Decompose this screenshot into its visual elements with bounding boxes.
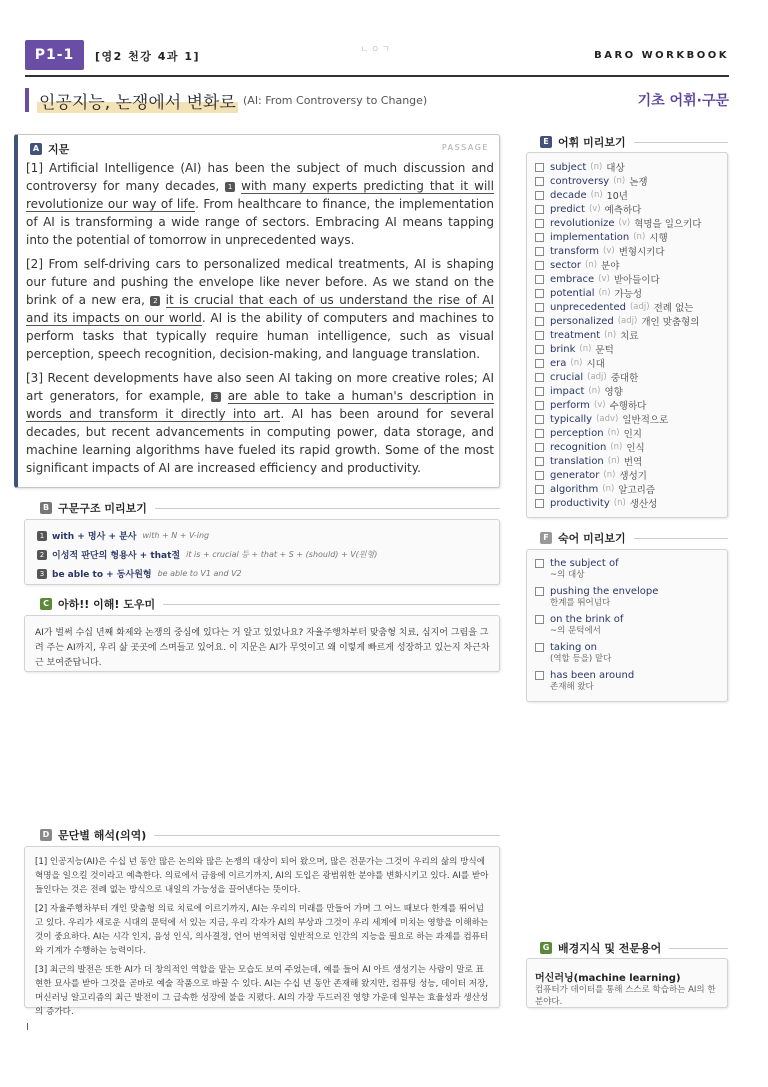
- structure-formula: be able to V1 and V2: [157, 569, 242, 578]
- section-d-badge: D: [40, 829, 52, 841]
- vocab-pos: (n): [602, 484, 615, 494]
- passage-body: [26, 159, 494, 483]
- idiom-phrase: on the brink of: [550, 614, 624, 625]
- vocab-pos: (v): [603, 246, 615, 256]
- structure-marker-3: 3: [211, 392, 221, 402]
- passage-paragraph-1: [26, 159, 494, 249]
- idiom-phrase: the subject of: [550, 558, 619, 569]
- vocab-meaning: 수행하다: [609, 401, 647, 412]
- vocab-word: perception: [550, 427, 604, 439]
- vocab-pos: (adj): [587, 372, 607, 382]
- vocab-heading-label: 어휘 미리보기: [558, 136, 626, 149]
- title-bar: [25, 88, 729, 114]
- idiom-meaning: ~의 문턱에서: [550, 626, 601, 636]
- vocab-meaning: 시대: [586, 359, 605, 370]
- vocab-pos: (n): [613, 498, 626, 508]
- heading-rule: [163, 604, 500, 605]
- vocab-checkbox[interactable]: [535, 233, 544, 242]
- vocab-word: revolutionize: [550, 217, 615, 229]
- vocab-meaning: 일반적으로: [622, 415, 669, 426]
- idiom-item: [535, 641, 611, 665]
- vocab-word: transform: [550, 245, 600, 257]
- lesson-source: [영2 천강 4과 1]: [95, 50, 201, 63]
- vocab-word: impact: [550, 385, 585, 397]
- vocab-pos: (n): [610, 442, 623, 452]
- section-e-badge: E: [540, 136, 552, 148]
- idiom-checkbox[interactable]: [535, 643, 544, 652]
- vocab-item: [535, 258, 619, 272]
- page-header: [25, 40, 729, 74]
- passage-heading: [30, 141, 69, 157]
- vocab-meaning: 대상: [606, 163, 625, 174]
- vocab-pos: (n): [633, 232, 646, 242]
- vocab-word: personalized: [550, 315, 614, 327]
- translation-card: [24, 846, 500, 1017]
- vocab-item: [535, 412, 668, 426]
- structure-pattern: 이성적 판단의 형용사 + that절: [52, 551, 181, 561]
- vocab-pos: (n): [579, 344, 592, 354]
- vocab-pos: (n): [585, 260, 598, 270]
- idiom-meaning: 한계를 뛰어넘다: [550, 598, 611, 608]
- vocab-meaning: 문턱: [595, 345, 614, 356]
- header-divider: [25, 75, 729, 77]
- structure-formula: with + N + V-ing: [142, 531, 210, 540]
- vocab-pos: (n): [590, 162, 603, 172]
- brand-name: BARO WORKBOOK: [594, 50, 729, 61]
- vocab-item: [535, 342, 614, 356]
- vocab-word: crucial: [550, 371, 584, 383]
- vocab-item: [535, 356, 605, 370]
- idiom-heading-label: 숙어 미리보기: [558, 532, 626, 545]
- paragraph-text: . AI has been around for several decades, but recent advancements in computing power, data storage, and machine learning algorithms have fueled its rapid growth. Some of the most significant impacts of AI are increased efficiency and productivity.: [26, 407, 494, 475]
- vocab-meaning: 예측하다: [604, 205, 642, 216]
- idiom-checkbox[interactable]: [535, 615, 544, 624]
- vocab-pos: (n): [613, 176, 626, 186]
- idiom-card: [526, 549, 728, 702]
- vocab-item: [535, 328, 639, 342]
- vocab-checkbox[interactable]: [535, 289, 544, 298]
- vocab-meaning: 혁명을 일으키다: [634, 219, 702, 230]
- vocab-item: [535, 496, 657, 510]
- help-heading-label: 아하!! 이해! 도우미: [58, 598, 156, 611]
- vocab-item: [535, 286, 642, 300]
- structure-row-3: [37, 567, 242, 580]
- idiom-phrase: has been around: [550, 670, 635, 681]
- idiom-checkbox[interactable]: [535, 559, 544, 568]
- background-card: [526, 958, 728, 1008]
- translation-paragraph-1: [1] 인공지능(AI)은 수십 년 동안 많은 논의와 많은 논쟁의 대상이 되어 왔으며, 많은 전문가는 그것이 우리의 삶의 방식에 혁명을 일으킬 것이라고 예측한다. 의료에서 금융에 이르기까지, AI의 도입은 광범위한 분야를 변화시키고 있다. AI를 받아들인다는 것은 전례 없는 방식으로 내일의 가능성을 끌어낸다는 뜻이다.: [35, 857, 489, 895]
- passage-box: [14, 134, 500, 488]
- vocab-pos: (v): [598, 274, 610, 284]
- vocab-checkbox[interactable]: [535, 387, 544, 396]
- vocab-checkbox[interactable]: [535, 443, 544, 452]
- vocab-pos: (adv): [596, 414, 619, 424]
- vocab-item: [535, 202, 641, 216]
- vocab-meaning: 알고리즘: [618, 485, 656, 496]
- passage-tag: PASSAGE: [441, 143, 489, 152]
- heading-rule: [155, 508, 500, 509]
- vocab-meaning: 개인 맞춤형의: [641, 317, 700, 328]
- vocab-checkbox[interactable]: [535, 275, 544, 284]
- vocab-pos: (v): [588, 204, 601, 214]
- section-c-badge: C: [40, 598, 52, 610]
- vocab-word: treatment: [550, 329, 601, 341]
- lesson-code-badge: P1-1: [25, 40, 84, 70]
- vocab-checkbox[interactable]: [535, 219, 544, 228]
- idiom-checkbox[interactable]: [535, 671, 544, 680]
- idiom-meaning: 존재해 왔다: [550, 682, 594, 692]
- vocab-pos: (n): [604, 330, 617, 340]
- vocab-meaning: 인식: [626, 443, 645, 454]
- paragraph-number: [1]: [26, 161, 43, 175]
- structure-pattern: be able to + 동사원형: [52, 570, 152, 580]
- vocab-meaning: 생산성: [629, 499, 658, 510]
- vocab-item: [535, 160, 625, 174]
- vocab-checkbox[interactable]: [535, 331, 544, 340]
- idiom-item: [535, 557, 619, 581]
- structure-pattern: with + 명사 + 분사: [52, 532, 137, 542]
- vocab-checkbox[interactable]: [535, 247, 544, 256]
- vocab-item: [535, 426, 642, 440]
- vocab-word: decade: [550, 189, 587, 201]
- vocab-checkbox[interactable]: [535, 261, 544, 270]
- heading-rule: [154, 835, 500, 836]
- vocab-pos: (adj): [617, 316, 638, 326]
- vocab-word: sector: [550, 259, 582, 271]
- background-term: 머신러닝(machine learning): [535, 973, 681, 984]
- vocab-checkbox[interactable]: [535, 345, 544, 354]
- idiom-meaning: ~의 대상: [550, 570, 585, 580]
- vocab-word: controversy: [550, 175, 610, 187]
- vocab-pos: (adj): [629, 302, 650, 312]
- structure-number: 3: [37, 569, 47, 579]
- vocab-checkbox[interactable]: [535, 401, 544, 410]
- vocab-checkbox[interactable]: [535, 317, 544, 326]
- vocab-checkbox[interactable]: [535, 499, 544, 508]
- vocab-meaning: 치료: [620, 331, 639, 342]
- vocab-pos: (n): [588, 386, 601, 396]
- structure-heading: [40, 500, 500, 516]
- vocab-word: algorithm: [550, 483, 599, 495]
- page-title: 인공지능, 논쟁에서 변화로: [37, 88, 238, 113]
- idiom-item: [535, 669, 634, 693]
- vocab-checkbox[interactable]: [535, 177, 544, 186]
- idiom-meaning: (역할 등을) 맡다: [550, 654, 612, 664]
- structure-number: 2: [37, 550, 47, 560]
- vocab-word: era: [550, 357, 567, 369]
- structure-marker-1: 1: [225, 182, 235, 192]
- vocab-meaning: 번역: [623, 457, 643, 468]
- vocab-item: [535, 188, 628, 202]
- passage-paragraph-2: [26, 255, 494, 363]
- vocab-checkbox[interactable]: [535, 163, 544, 172]
- vocab-item: [535, 370, 638, 384]
- vocab-item: [535, 300, 693, 314]
- vocab-meaning: 변형시키다: [618, 247, 665, 258]
- structure-number: 1: [37, 531, 47, 541]
- vocab-checkbox[interactable]: [535, 429, 544, 438]
- section-b-badge: B: [40, 502, 52, 514]
- background-heading-label: 배경지식 및 전문용어: [558, 942, 662, 955]
- vocab-item: [535, 244, 665, 258]
- footer-mark: I: [26, 1022, 29, 1033]
- vocab-checkbox[interactable]: [535, 415, 544, 424]
- vocab-meaning: 받아들이다: [613, 275, 660, 286]
- vocab-item: [535, 230, 668, 244]
- paragraph-text: From self-driving cars to personalized medical treatments, AI is shaping our future and pushing the envelope like never before. As we stand on the brink of a new era,: [26, 257, 494, 307]
- vocab-checkbox[interactable]: [535, 359, 544, 368]
- vocab-meaning: 영향: [604, 387, 623, 398]
- vocab-pos: (v): [593, 400, 606, 410]
- vocab-item: [535, 398, 646, 412]
- vocab-meaning: 가능성: [614, 289, 643, 300]
- paragraph-text: . From healthcare to finance, the implementation of AI is transforming a wide range of sectors. Embracing AI means tapping into the potential of tomorrow in unprecedented ways.: [26, 197, 495, 247]
- vocab-word: perform: [550, 399, 590, 411]
- structure-row-1: [37, 529, 209, 542]
- vocab-meaning: 전례 없는: [653, 303, 694, 314]
- idiom-item: [535, 613, 623, 637]
- vocab-checkbox[interactable]: [535, 457, 544, 466]
- vocab-pos: (n): [607, 428, 620, 438]
- structure-marker-2: 2: [150, 296, 160, 306]
- vocab-pos: (n): [598, 288, 611, 298]
- paragraph-number: [2]: [26, 257, 43, 271]
- underlined-structure-1: with many experts predicting that it will revolutionize our way of life: [26, 179, 494, 211]
- heading-rule: [634, 538, 728, 539]
- vocab-word: predict: [550, 203, 585, 215]
- vocab-card: [526, 152, 728, 518]
- help-heading: [40, 596, 500, 612]
- translation-heading-label: 문단별 해석(의역): [58, 829, 147, 842]
- section-g-badge: G: [540, 942, 552, 954]
- vocab-meaning: 분야: [601, 261, 620, 272]
- vocab-item: [535, 174, 648, 188]
- vocab-checkbox[interactable]: [535, 471, 544, 480]
- vocab-meaning: 인지: [623, 429, 642, 440]
- vocab-meaning: 논쟁: [629, 177, 648, 188]
- page-mark: ㄴㅇㄱ: [360, 45, 393, 55]
- vocab-checkbox[interactable]: [535, 191, 544, 200]
- structure-card: [24, 519, 500, 585]
- vocab-word: brink: [550, 343, 576, 355]
- vocab-pos: (n): [603, 470, 616, 480]
- vocab-word: embrace: [550, 273, 595, 285]
- title-accent-bar: [25, 88, 29, 112]
- vocab-checkbox[interactable]: [535, 485, 544, 494]
- vocab-item: [535, 468, 647, 482]
- paragraph-number: [3]: [26, 371, 43, 385]
- structure-heading-label: 구문구조 미리보기: [58, 502, 147, 515]
- vocab-checkbox[interactable]: [535, 373, 544, 382]
- translation-paragraph-2: [2] 자율주행차부터 개인 맞춤형 의료 치료에 이르기까지, AI는 우리의 미래를 만들어 가며 그 어느 때보다 한계를 뛰어넘고 있다. 우리가 새로운 시대의 문턱에 서 있는 지금, 우리 각자가 AI의 부상과 그것이 우리 세계에 미치는 영향을 이해하는 것이 중요하다. AI는 시각 인지, 음성 인식, 의사결정, 언어 번역처럼 일반적으로 인간의 지능을 필요로 하는 과제를 컴퓨터와 기계가 수행하는 능력이다.: [35, 904, 489, 956]
- vocab-word: potential: [550, 287, 595, 299]
- section-f-badge: F: [540, 532, 552, 544]
- passage-heading-label: 지문: [48, 143, 70, 156]
- vocab-item: [535, 440, 645, 454]
- vocab-meaning: 생성기: [619, 471, 647, 482]
- translation-heading: [40, 827, 500, 843]
- vocab-pos: (n): [607, 456, 620, 466]
- vocab-checkbox[interactable]: [535, 303, 544, 312]
- paragraph-text: Artificial Intelligence (AI) has been the subject of much discussion and controversy for many decades,: [26, 161, 494, 193]
- help-card: [24, 615, 500, 672]
- vocab-word: productivity: [550, 497, 610, 509]
- vocab-word: subject: [550, 161, 587, 173]
- vocab-word: implementation: [550, 231, 630, 243]
- vocab-item: [535, 216, 701, 230]
- idiom-checkbox[interactable]: [535, 587, 544, 596]
- vocab-item: [535, 272, 660, 286]
- structure-row-2: [37, 548, 377, 561]
- heading-rule: [634, 142, 728, 143]
- help-text: AI가 벌써 수십 년째 화제와 논쟁의 중심에 있다는 거 알고 있었나요? 자율주행차부터 맞춤형 치료, 심지어 그림을 그려 주는 AI까지, 우리 삶 곳곳에 스며들고 있어요. 이 지문은 AI가 무엇이고 왜 이렇게 빠르게 성장하고 있는지 차근차근 보여준답니다.: [35, 628, 490, 668]
- vocab-meaning: 10년: [606, 191, 628, 202]
- vocab-item: [535, 482, 655, 496]
- vocab-item: [535, 384, 623, 398]
- vocab-word: recognition: [550, 441, 607, 453]
- vocab-pos: (n): [590, 190, 603, 200]
- translation-paragraph-3: [3] 최근의 발전은 또한 AI가 더 창의적인 역할을 맡는 모습도 보여 주었는데, 예를 들어 AI 아트 생성기는 사람이 말로 표현한 묘사를 받아 그것을 곧바로 예술 작품으로 바꿀 수 있다. AI는 수십 년 동안 존재해 왔지만, 컴퓨팅 성능, 데이터 저장, 머신러닝 알고리즘의 최근 발전이 그 급속한 성장에 불을 지폈다. AI의 가장 두드러진 영향 가운데 일부는 효율성과 생산성의 증가다.: [35, 965, 489, 1017]
- section-category: 기초 어휘·구문: [637, 93, 729, 109]
- vocab-word: unprecedented: [550, 301, 626, 313]
- idiom-phrase: pushing the envelope: [550, 586, 659, 597]
- vocab-meaning: 중대한: [610, 373, 639, 384]
- page-subtitle: (AI: From Controversy to Change): [243, 94, 428, 107]
- vocab-pos: (v): [618, 218, 631, 228]
- vocab-pos: (n): [570, 358, 583, 368]
- paragraph-text: . AI is the ability of computers and machines to perform tasks that typically require human intelligence, such as visual perception, speech recognition, decision-making, and language translation.: [26, 311, 494, 361]
- vocab-word: translation: [550, 455, 604, 467]
- vocab-item: [535, 314, 699, 328]
- underlined-structure-3: are able to take a human's description in words and transform it directly into art: [26, 389, 494, 421]
- structure-formula: it is + crucial 등 + that + S + (should) + V(원형): [186, 550, 378, 559]
- vocab-word: typically: [550, 413, 593, 425]
- vocab-checkbox[interactable]: [535, 205, 544, 214]
- paragraph-text: Recent developments have also seen AI taking on more creative roles; AI art generators, for example,: [26, 371, 494, 403]
- section-a-badge: A: [30, 143, 42, 155]
- vocab-word: generator: [550, 469, 600, 481]
- background-description: 컴퓨터가 데이터를 통해 스스로 학습하는 AI의 한 분야다.: [535, 985, 716, 1007]
- vocab-heading: [540, 134, 728, 150]
- vocab-meaning: 시행: [649, 233, 668, 244]
- idiom-heading: [540, 530, 728, 546]
- idiom-phrase: taking on: [550, 642, 597, 653]
- idiom-item: [535, 585, 658, 609]
- vocab-item: [535, 454, 642, 468]
- background-heading: [540, 940, 728, 956]
- underlined-structure-2: it is crucial that each of us understand the rise of AI and its impacts on our world: [26, 293, 494, 325]
- passage-paragraph-3: [26, 369, 494, 477]
- heading-rule: [669, 948, 728, 949]
